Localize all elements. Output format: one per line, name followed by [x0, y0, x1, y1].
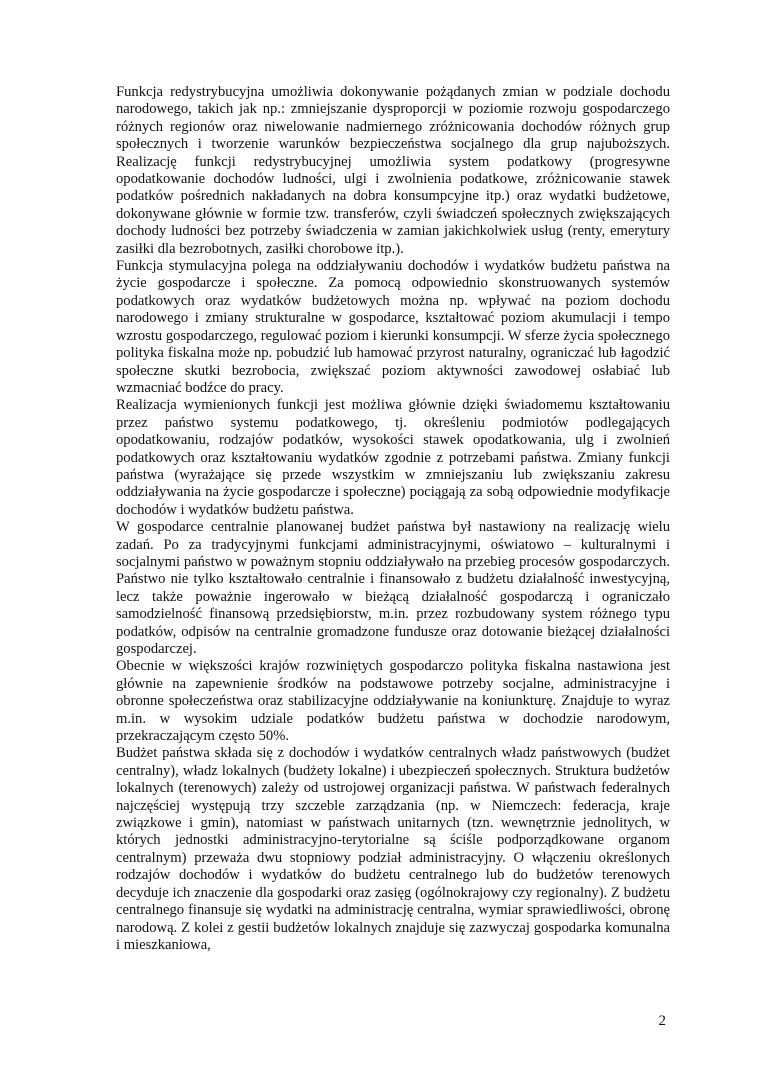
page-number: 2 — [658, 1013, 666, 1029]
paragraph-planned-economy: W gospodarce centralnie planowanej budżet państwa był nastawiony na realizację wielu zadań. Po za tradycyjnymi funkcjami administracyjnymi, oświatowo – kulturalnymi i socjalnymi państwo w poważnym stopniu oddziaływało na przebieg procesów gospodarczych. Państwo nie tylko kształtowało centralnie i finansowało z budżetu działalność inwestycyjną, lecz także poważnie ingerowało w bieżącą działalność gospodarczą i ograniczało samodzielność finansową przedsiębiorstw, m.in. przez rozbudowany system różnego typu podatków, odpisów na centralnie gromadzone fundusze oraz dotowanie bieżącej działalności gospodarczej. — [116, 519, 670, 657]
document-body — [116, 84, 670, 954]
paragraph-state-budget: Budżet państwa składa się z dochodów i wydatków centralnych władz państwowych (budżet centralny), władz lokalnych (budżety lokalne) i ubezpieczeń społecznych. Struktura budżetów lokalnych (terenowych) zależy od ustrojowej organizacji państwa. W państwach federalnych najczęściej występują trzy szczeble zarządzania (np. w Niemczech: federacja, kraje związkowe i gmin), natomiast w państwach unitarnych (tzn. wewnętrznie jednolitych, w których jednostki administracyjno-terytorialne są ściśle podporządkowane organom centralnym) przeważa dwu stopniowy podział administracyjny. O włączeniu określonych rodzajów dochodów i wydatków do budżetu centralnego lub do budżetów terenowych decyduje ich znaczenie dla gospodarki oraz zasięg (ogólnokrajowy czy regionalny). Z budżetu centralnego finansuje się wydatki na administrację centralna, wymiar sprawiedliwości, obronę narodową. Z kolei z gestii budżetów lokalnych znajduje się zazwyczaj gospodarka komunalna i mieszkaniowa, — [116, 745, 670, 953]
paragraph-developed-countries: Obecnie w większości krajów rozwiniętych gospodarczo polityka fiskalna nastawiona jest głównie na zapewnienie środków na podstawowe potrzeby socjalne, administracyjne i obronne społeczeństwa oraz stabilizacyjne oddziaływanie na koniunkturę. Znajduje to wyraz m.in. w wysokim udziale podatków budżetu państwa w dochodzie narodowym, przekraczającym często 50%. — [116, 658, 670, 745]
paragraph-redistribution: Funkcja redystrybucyjna umożliwia dokonywanie pożądanych zmian w podziale dochodu narodowego, takich jak np.: zmniejszanie dysproporcji w poziomie rozwoju gospodarczego różnych regionów oraz niwelowanie nadmiernego zróżnicowania dochodów różnych grup społecznych i tworzenie warunków bezpieczeństwa socjalnego dla grup najuboższych. Realizację funkcji redystrybucyjnej umożliwia system podatkowy (progresywne opodatkowanie dochodów ludności, ulgi i zwolnienia podatkowe, zróżnicowanie stawek podatków pośrednich nakładanych na dobra konsumpcyjne itp.) oraz wydatki budżetowe, dokonywane głównie w formie tzw. transferów, czyli świadczeń społecznych zwiększających dochody ludności bez potrzeby świadczenia w zamian jakichkolwiek usług (renty, emerytury zasiłki dla bezrobotnych, zasiłki chorobowe itp.). — [116, 84, 670, 257]
paragraph-realization: Realizacja wymienionych funkcji jest możliwa głównie dzięki świadomemu kształtowaniu przez państwo systemu podatkowego, tj. określeniu podmiotów podlegających opodatkowaniu, rodzajów podatków, wysokości stawek opodatkowania, ulg i zwolnień podatkowych oraz kształtowaniu wydatków zgodnie z potrzebami państwa. Zmiany funkcji państwa (wyrażające się przede wszystkim w zmniejszaniu lub zwiększaniu zakresu oddziaływania na życie gospodarcze i społeczne) pociągają za sobą odpowiednie modyfikacje dochodów i wydatków budżetu państwa. — [116, 397, 670, 518]
paragraph-stimulation: Funkcja stymulacyjna polega na oddziaływaniu dochodów i wydatków budżetu państwa na życie gospodarcze i społeczne. Za pomocą odpowiednio skonstruowanych systemów podatkowych oraz wydatków budżetowych można np. wpływać na poziom dochodu narodowego i zmiany strukturalne w gospodarce, kształtować poziom akumulacji i tempo wzrostu gospodarczego, regulować poziom i kierunki konsumpcji. W sferze życia społecznego polityka fiskalna może np. pobudzić lub hamować przyrost naturalny, ograniczać lub łagodzić społeczne skutki bezrobocia, zwiększać poziom aktywności zawodowej osłabiać lub wzmacniać bodźce do pracy. — [116, 258, 670, 396]
